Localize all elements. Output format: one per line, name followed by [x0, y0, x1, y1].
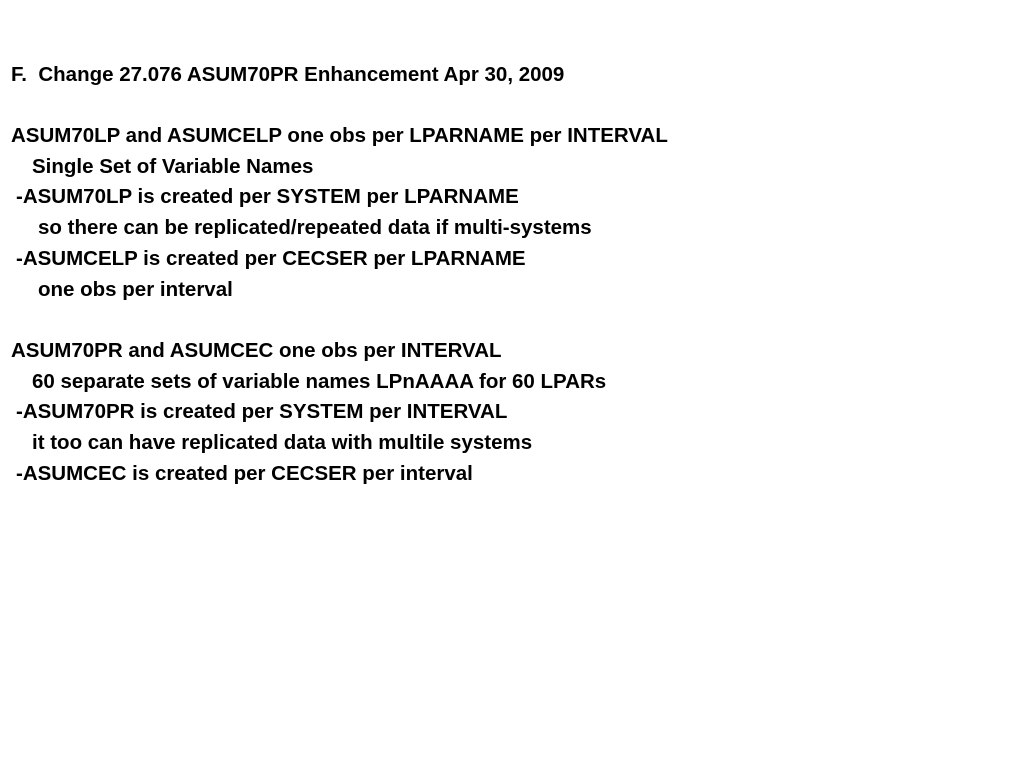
section2-item-asum70pr-note: it too can have replicated data with multile systems	[32, 431, 533, 454]
section1-subheading: Single Set of Variable Names	[32, 155, 314, 178]
slide-title: F. Change 27.076 ASUM70PR Enhancement Apr 30, 2009	[11, 63, 565, 86]
section2-subheading: 60 separate sets of variable names LPnAAAA for 60 LPARs	[32, 370, 607, 393]
section1-item-asumcelp-note: one obs per interval	[38, 278, 233, 301]
section2-item-asum70pr: -ASUM70PR is created per SYSTEM per INTERVAL	[16, 400, 508, 423]
section1-item-asum70lp-note: so there can be replicated/repeated data if multi-systems	[38, 216, 592, 239]
section1-heading: ASUM70LP and ASUMCELP one obs per LPARNAME per INTERVAL	[11, 124, 668, 147]
section2-heading: ASUM70PR and ASUMCEC one obs per INTERVAL	[11, 339, 502, 362]
section2-item-asumcec: -ASUMCEC is created per CECSER per interval	[16, 462, 473, 485]
section1-item-asum70lp: -ASUM70LP is created per SYSTEM per LPARNAME	[16, 185, 519, 208]
section1-item-asumcelp: -ASUMCELP is created per CECSER per LPARNAME	[16, 247, 526, 270]
